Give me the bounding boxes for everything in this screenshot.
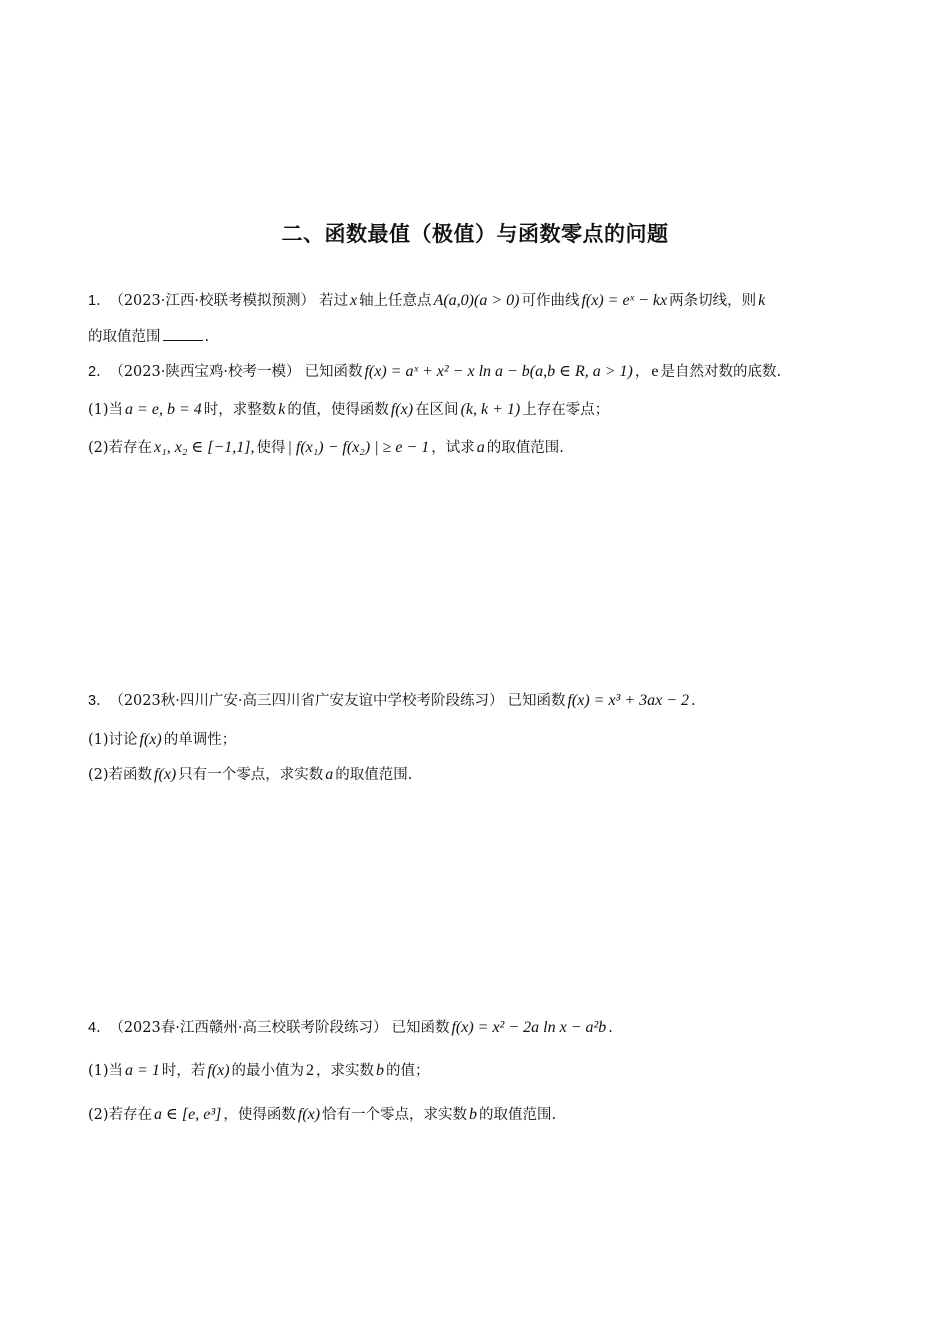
math-expression: a bbox=[476, 439, 485, 456]
math-expression: f(x) = eˣ − kx bbox=[581, 292, 668, 309]
problem-3-stem bbox=[88, 690, 868, 712]
problem-4-part-1 bbox=[88, 1060, 868, 1082]
problem-text: 可作曲线 bbox=[521, 293, 580, 309]
problem-text: (1)当 bbox=[88, 402, 124, 418]
problem-text: 的单调性； bbox=[163, 732, 237, 748]
problem-text: ，使得函数 bbox=[223, 1107, 296, 1123]
math-expression: x bbox=[349, 292, 358, 309]
problem-1-line-1 bbox=[88, 290, 868, 312]
math-expression: f(x) bbox=[139, 731, 162, 748]
problem-text: . bbox=[204, 329, 210, 345]
problem-text: 时，若 bbox=[161, 1063, 206, 1079]
problem-text: 已知函数 bbox=[391, 1020, 450, 1036]
problem-number: 2． bbox=[88, 364, 111, 380]
math-expression: a bbox=[325, 766, 334, 783]
math-expression: f(x) = aˣ + x² − x ln a − b(a,b ∈ R, a > 1) bbox=[364, 363, 633, 380]
math-expression: f(x) bbox=[207, 1062, 230, 1079]
math-expression: A(a,0)(a > 0) bbox=[433, 292, 520, 309]
problem-2-stem bbox=[88, 361, 868, 383]
problem-text: 的值，使得函数 bbox=[287, 402, 389, 418]
problem-source: （2023秋·四川广安·高三四川省广安友谊中学校考阶段练习） bbox=[116, 693, 504, 709]
problem-text: 的取值范围. bbox=[486, 440, 564, 456]
math-expression: k bbox=[278, 401, 286, 418]
problem-text: 两条切线，则 bbox=[669, 293, 757, 309]
math-expression: a = 1 bbox=[125, 1062, 160, 1079]
problem-text: ，求实数 bbox=[316, 1063, 375, 1079]
problem-text: 是自然对数的底数. bbox=[660, 364, 782, 380]
math-expression: 2 bbox=[306, 1062, 315, 1079]
problem-text: 已知函数 bbox=[507, 693, 566, 709]
problem-number: 4． bbox=[88, 1020, 111, 1036]
math-expression: f(x) = x² − 2a ln x − a²b bbox=[451, 1019, 607, 1036]
problem-text: ， bbox=[634, 364, 650, 380]
math-expression: f(x) bbox=[154, 766, 177, 783]
problem-text: 在区间 bbox=[415, 402, 459, 418]
problem-text: (2)若函数 bbox=[88, 767, 153, 783]
problem-text: 的最小值为 bbox=[231, 1063, 305, 1079]
problem-text: 恰有一个零点，求实数 bbox=[322, 1107, 468, 1123]
section-title: 二、函数最值（极值）与函数零点的问题 bbox=[281, 222, 669, 246]
problem-number: 3． bbox=[88, 693, 111, 709]
problem-text: 轴上任意点 bbox=[359, 293, 432, 309]
problem-text: 已知函数 bbox=[304, 364, 363, 380]
math-expression: (k, k + 1) bbox=[460, 401, 521, 418]
problem-3-part-1 bbox=[88, 729, 868, 751]
math-expression: a = e, b = 4 bbox=[125, 401, 202, 418]
math-expression: e bbox=[651, 363, 659, 380]
problem-4-stem bbox=[88, 1017, 868, 1039]
math-expression: | f(x₁) − f(x₂) | ≥ e − 1 bbox=[287, 439, 430, 456]
problem-3-part-2 bbox=[88, 764, 868, 786]
problem-text: ，试求 bbox=[431, 440, 475, 456]
math-expression: f(x) bbox=[297, 1106, 321, 1123]
problem-text: 的取值范围 bbox=[88, 329, 161, 345]
problem-4-part-2 bbox=[88, 1104, 868, 1126]
problem-2-part-2 bbox=[88, 437, 868, 459]
math-expression: x₁, x₂ ∈ [−1,1], bbox=[154, 439, 255, 456]
math-expression: f(x) = x³ + 3ax − 2 bbox=[567, 692, 690, 709]
problem-1-line-2 bbox=[88, 326, 868, 348]
math-expression: k bbox=[758, 292, 766, 309]
answer-blank bbox=[163, 326, 203, 341]
problem-source: （2023·江西·校联考模拟预测） bbox=[116, 293, 315, 309]
math-expression: f(x) bbox=[390, 401, 414, 418]
problem-text: 的取值范围. bbox=[479, 1107, 557, 1123]
problem-text: 只有一个零点，求实数 bbox=[178, 767, 324, 783]
problem-source: （2023春·江西赣州·高三校联考阶段练习） bbox=[116, 1020, 388, 1036]
problem-text: 时，求整数 bbox=[203, 402, 277, 418]
problem-number: 1． bbox=[88, 293, 111, 309]
problem-2-part-1 bbox=[88, 399, 868, 421]
problem-text: (2)若存在 bbox=[88, 440, 153, 456]
problem-text: 的值； bbox=[386, 1063, 430, 1079]
problem-text: 的取值范围. bbox=[335, 767, 413, 783]
problem-source: （2023·陕西宝鸡·校考一模） bbox=[116, 364, 301, 380]
problem-text: 使得 bbox=[256, 440, 286, 456]
math-expression: b bbox=[469, 1106, 478, 1123]
problem-text: (1)讨论 bbox=[88, 732, 138, 748]
problem-text: . bbox=[691, 693, 696, 709]
problem-text: (1)当 bbox=[88, 1063, 124, 1079]
problem-text: (2)若存在 bbox=[88, 1107, 153, 1123]
problem-text: 上存在零点； bbox=[522, 402, 610, 418]
math-expression: b bbox=[376, 1062, 385, 1079]
problem-text: 若过 bbox=[318, 293, 348, 309]
problem-text: . bbox=[608, 1020, 613, 1036]
math-expression: a ∈ [e, e³] bbox=[154, 1106, 222, 1123]
